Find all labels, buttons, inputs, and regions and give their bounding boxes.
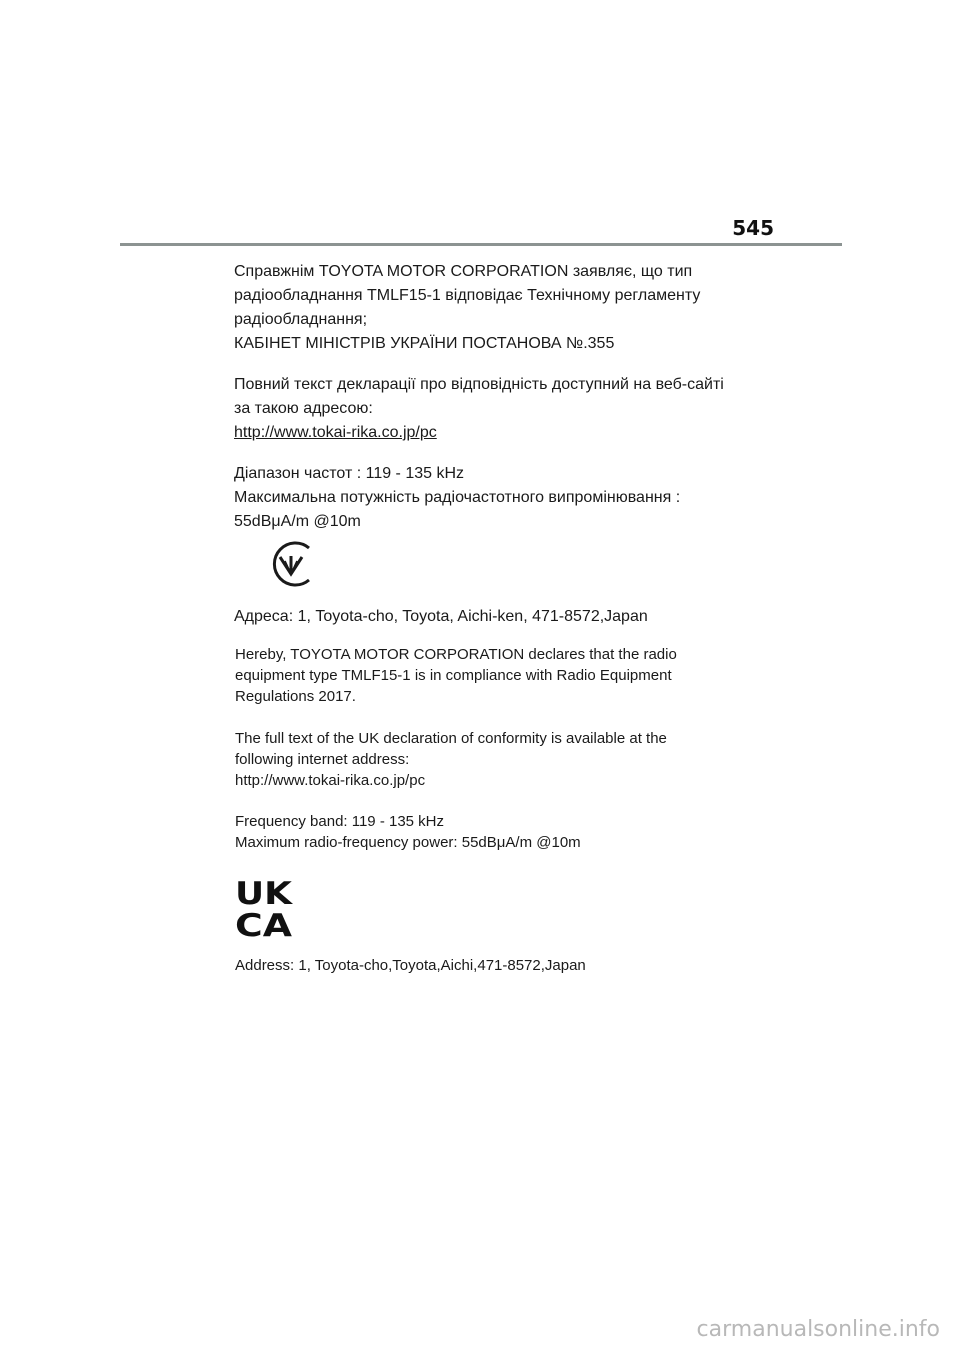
ukca-mark-line-uk: UK bbox=[235, 878, 293, 912]
ukca-mark-icon bbox=[235, 878, 293, 938]
en-conformity-statement bbox=[235, 644, 775, 707]
ua-max-power-value: 55dBμA/m @10m bbox=[234, 513, 361, 530]
en-max-power: Maximum radio-frequency power: 55dBμA/m @10m bbox=[235, 834, 581, 851]
ua-conformity-line: радіообладнання; bbox=[234, 311, 368, 328]
ua-full-text-line: Повний текст декларації про відповідність доступний на веб-сайті bbox=[234, 376, 724, 393]
en-address: Address: 1, Toyota-cho,Toyota,Aichi,471-8572,Japan bbox=[235, 957, 586, 974]
page-number: 545 bbox=[732, 216, 774, 240]
en-declaration-link[interactable]: http://www.tokai-rika.co.jp/pc bbox=[235, 772, 426, 789]
ua-radio-specs bbox=[234, 462, 774, 534]
en-frequency-band: Frequency band: 119 - 135 kHz bbox=[235, 813, 445, 830]
site-watermark: carmanualsonline.info bbox=[696, 1317, 940, 1342]
ua-conformity-line: Справжнім TOYOTA MOTOR CORPORATION заявляє, що тип bbox=[234, 263, 693, 280]
ukraine-conformity-mark-icon bbox=[266, 539, 316, 589]
ua-declaration-link[interactable]: http://www.tokai-rika.co.jp/pc bbox=[234, 424, 437, 441]
ua-conformity-line: радіообладнання TMLF15-1 відповідає Технічному регламенту bbox=[234, 287, 701, 304]
ua-frequency-band: Діапазон частот : 119 - 135 kHz bbox=[234, 465, 465, 482]
en-conformity-line: Regulations 2017. bbox=[235, 688, 356, 705]
en-full-text-statement bbox=[235, 728, 775, 791]
en-conformity-line: Hereby, TOYOTA MOTOR CORPORATION declares that the radio bbox=[235, 646, 677, 663]
ua-full-text-line: за такою адресою: bbox=[234, 400, 373, 417]
ua-conformity-statement bbox=[234, 260, 774, 356]
ua-regulation-line: КАБІНЕТ МІНІСТРІВ УКРАЇНИ ПОСТАНОВА №.355 bbox=[234, 335, 615, 352]
ua-full-text-statement bbox=[234, 373, 774, 445]
ua-max-power-label: Максимальна потужність радіочастотного випромінювання : bbox=[234, 489, 681, 506]
ukca-mark-line-ca: CA bbox=[235, 908, 293, 938]
en-radio-specs bbox=[235, 811, 775, 853]
en-conformity-line: equipment type TMLF15-1 is in compliance with Radio Equipment bbox=[235, 667, 672, 684]
en-full-text-line: following internet address: bbox=[235, 751, 410, 768]
ua-address: Адреса: 1, Toyota-cho, Toyota, Aichi-ken, 471-8572,Japan bbox=[234, 608, 648, 625]
en-full-text-line: The full text of the UK declaration of conformity is available at the bbox=[235, 730, 667, 747]
header-rule bbox=[120, 243, 842, 246]
